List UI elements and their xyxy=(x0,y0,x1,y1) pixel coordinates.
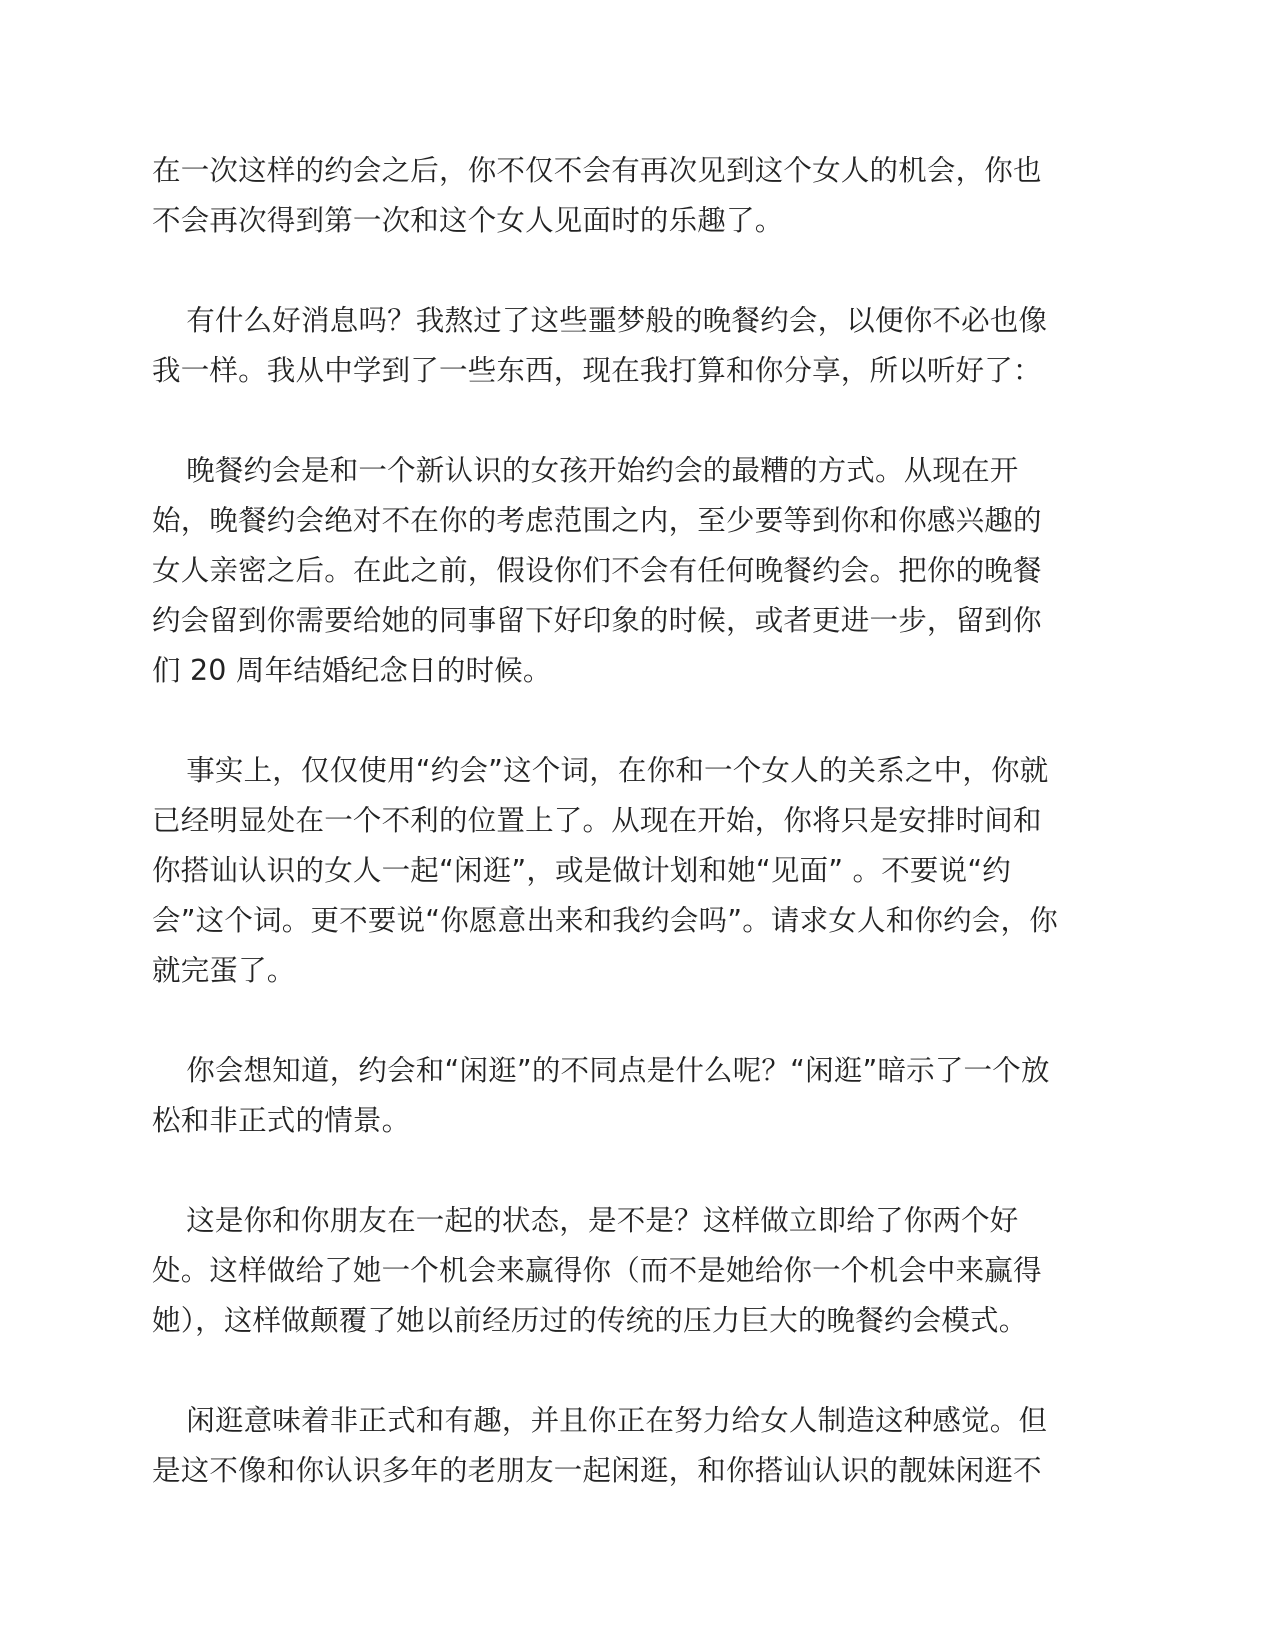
text-line: 她），这样做颠覆了她以前经历过的传统的压力巨大的晚餐约会模式。 xyxy=(152,1304,1028,1337)
text-line: 已经明显处在一个不利的位置上了。从现在开始，你将只是安排时间和 xyxy=(152,804,1042,837)
text-line: 这是你和你朋友在一起的状态，是不是？这样做立即给了你两个好 xyxy=(186,1204,1019,1237)
text-line: 我一样。我从中学到了一些东西，现在我打算和你分享，所以听好了： xyxy=(152,354,1042,387)
paragraph-5 xyxy=(152,1046,1124,1146)
paragraph-3 xyxy=(152,446,1124,696)
text-line: 事实上，仅仅使用“约会”这个词，在你和一个女人的关系之中，你就 xyxy=(186,754,1049,787)
text-line: 们 20 周年结婚纪念日的时候。 xyxy=(152,654,552,687)
text-line: 始，晚餐约会绝对不在你的考虑范围之内，至少要等到你和你感兴趣的 xyxy=(152,504,1042,537)
text-line: 晚餐约会是和一个新认识的女孩开始约会的最糟的方式。从现在开 xyxy=(186,454,1019,487)
text-line: 不会再次得到第一次和这个女人见面时的乐趣了。 xyxy=(152,204,784,237)
text-line: 闲逛意味着非正式和有趣，并且你正在努力给女人制造这种感觉。但 xyxy=(186,1404,1048,1437)
text-line: 女人亲密之后。在此之前，假设你们不会有任何晚餐约会。把你的晚餐 xyxy=(152,554,1042,587)
paragraph-6 xyxy=(152,1196,1124,1346)
paragraph-4 xyxy=(152,746,1124,996)
text-line: 就完蛋了。 xyxy=(152,954,296,987)
document-body xyxy=(152,146,1124,1546)
paragraph-1 xyxy=(152,146,1124,246)
text-line: 有什么好消息吗？我熬过了这些噩梦般的晚餐约会，以便你不必也像 xyxy=(186,304,1048,337)
text-line: 你搭讪认识的女人一起“闲逛”，或是做计划和她“见面” 。不要说“约 xyxy=(152,854,1011,887)
paragraph-7 xyxy=(152,1396,1124,1496)
text-line: 处。这样做给了她一个机会来赢得你（而不是她给你一个机会中来赢得 xyxy=(152,1254,1042,1287)
text-line: 是这不像和你认识多年的老朋友一起闲逛，和你搭讪认识的靓妹闲逛不 xyxy=(152,1454,1042,1487)
text-line: 在一次这样的约会之后，你不仅不会有再次见到这个女人的机会，你也 xyxy=(152,154,1042,187)
text-line: 会”这个词。更不要说“你愿意出来和我约会吗”。请求女人和你约会，你 xyxy=(152,904,1058,937)
paragraph-2 xyxy=(152,296,1124,396)
text-line: 松和非正式的情景。 xyxy=(152,1104,411,1137)
text-line: 你会想知道，约会和“闲逛”的不同点是什么呢？“闲逛”暗示了一个放 xyxy=(186,1054,1050,1087)
text-line: 约会留到你需要给她的同事留下好印象的时候，或者更进一步，留到你 xyxy=(152,604,1042,637)
